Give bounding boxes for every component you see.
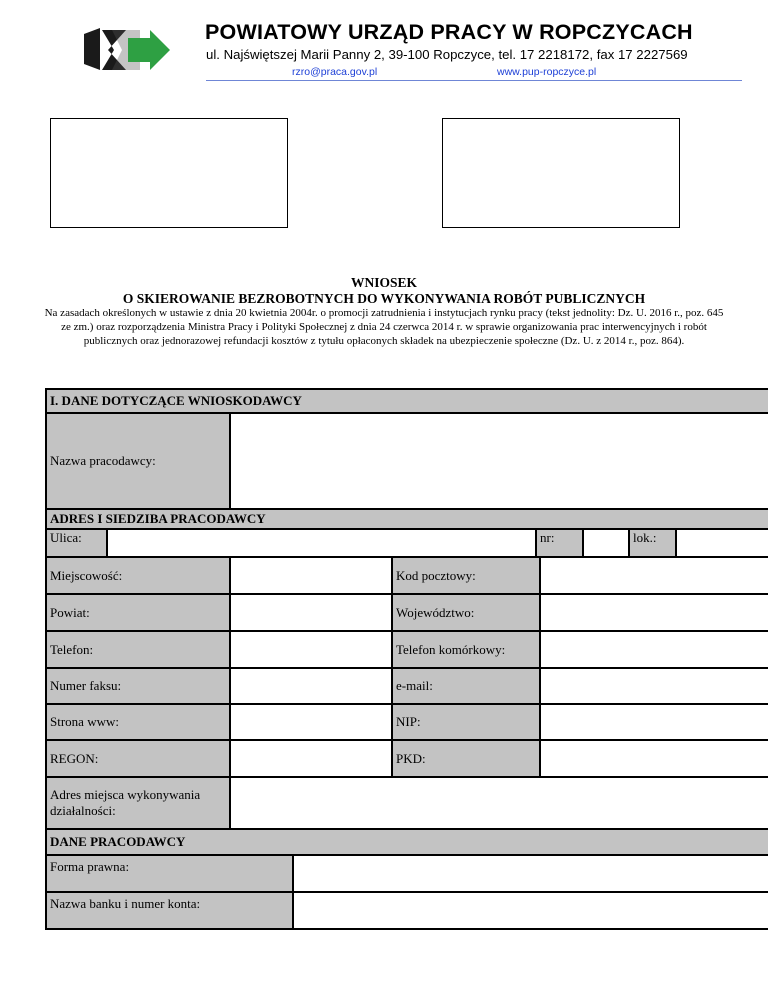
voivodeship-label-text: Województwo:: [396, 604, 475, 620]
postal-code-label: [392, 557, 540, 594]
street-field[interactable]: [107, 529, 536, 557]
county-label-text: Powiat:: [50, 604, 90, 620]
document-title: WNIOSEK: [350, 275, 418, 290]
section-address-header: [46, 509, 768, 529]
legal-form-label-text: Forma prawna:: [50, 859, 130, 874]
activity-address-label: [46, 777, 230, 829]
apartment-label: [629, 529, 676, 557]
email-field[interactable]: [540, 668, 768, 704]
nip-label: [392, 704, 540, 740]
bank-account-label-text: Nazwa banku i numer konta:: [50, 896, 201, 911]
phone-label-text: Telefon:: [50, 641, 94, 657]
apartment-field[interactable]: [676, 529, 768, 557]
employer-name-field[interactable]: [230, 413, 768, 509]
voivodeship-field[interactable]: [540, 594, 768, 631]
office-address: ul. Najświętszej Marii Panny 2, 39-100 Ropczyce, tel. 17 2218172, fax 17 2227569: [206, 47, 688, 62]
office-website-link[interactable]: www.pup-ropczyce.pl: [497, 66, 597, 78]
mobile-label: [392, 631, 540, 668]
mobile-field[interactable]: [540, 631, 768, 668]
county-label: [46, 594, 230, 631]
number-label: [536, 529, 583, 557]
section-employer-data-header: [46, 829, 768, 855]
pkd-field[interactable]: [540, 740, 768, 777]
phone-label: [46, 631, 230, 668]
fax-label-text: Numer faksu:: [50, 678, 122, 693]
city-field[interactable]: [230, 557, 392, 594]
www-label: [46, 704, 230, 740]
email-label-text: e-mail:: [396, 678, 433, 693]
section-address-title: ADRES I SIEDZIBA PRACODAWCY: [50, 511, 266, 526]
employer-name-label: [46, 413, 230, 509]
bank-account-field[interactable]: [293, 892, 768, 929]
phone-field[interactable]: [230, 631, 392, 668]
pup-logo-icon: [82, 24, 172, 76]
fax-field[interactable]: [230, 668, 392, 704]
number-field[interactable]: [583, 529, 629, 557]
application-form: [45, 388, 768, 930]
section-applicant-header: [46, 389, 768, 413]
apartment-label-text: lok.:: [633, 530, 657, 545]
activity-address-label-text: Adres miejsca wykonywania działalności:: [50, 787, 201, 818]
fax-label: [46, 668, 230, 704]
employer-name-label-text: Nazwa pracodawcy:: [50, 453, 156, 468]
stamp-box-left: [50, 118, 288, 228]
legal-basis-text: Na zasadach określonych w ustawie z dnia 20 kwietnia 2004r. o promocji zatrudnienia i instytucjach rynku pracy (tekst jednolity: Dz. U. 2016 r., poz. 645 ze zm.) oraz rozporządzenia Ministra Pracy i Polityki Społecznej z dnia 24 czerwca 2014 r. w sprawie organizowania prac interwencyjnych i robót publicznych oraz jednorazowej refundacji kosztów z tytułu opłaconych składek na ubezpieczenie społeczne (Dz. U. z 2014 r., poz. 864).: [44, 307, 724, 347]
pkd-label: [392, 740, 540, 777]
www-field[interactable]: [230, 704, 392, 740]
office-name: POWIATOWY URZĄD PRACY W ROPCZYCACH: [205, 20, 693, 44]
street-label: [46, 529, 107, 557]
nip-field[interactable]: [540, 704, 768, 740]
section-applicant-title: I. DANE DOTYCZĄCE WNIOSKODAWCY: [50, 393, 302, 408]
city-label-text: Miejscowość:: [50, 567, 123, 583]
postal-code-field[interactable]: [540, 557, 768, 594]
email-label: [392, 668, 540, 704]
legal-form-field[interactable]: [293, 855, 768, 892]
city-label: [46, 557, 230, 594]
nip-label-text: NIP:: [396, 714, 421, 729]
voivodeship-label: [392, 594, 540, 631]
bank-account-label: [46, 892, 293, 929]
section-employer-data-title: DANE PRACODAWCY: [50, 834, 186, 849]
office-email-link[interactable]: rzro@praca.gov.pl: [292, 66, 378, 78]
regon-field[interactable]: [230, 740, 392, 777]
mobile-label-text: Telefon komórkowy:: [396, 641, 506, 657]
activity-address-field[interactable]: [230, 777, 768, 829]
header-divider: [206, 80, 742, 81]
number-label-text: nr:: [540, 530, 555, 545]
street-label-text: Ulica:: [50, 530, 82, 545]
www-label-text: Strona www:: [50, 714, 119, 729]
regon-label: [46, 740, 230, 777]
legal-form-label: [46, 855, 293, 892]
stamp-box-right: [442, 118, 680, 228]
county-field[interactable]: [230, 594, 392, 631]
pkd-label-text: PKD:: [396, 750, 426, 766]
postal-code-label-text: Kod pocztowy:: [396, 567, 476, 583]
regon-label-text: REGON:: [50, 750, 99, 766]
document-subtitle: O SKIEROWANIE BEZROBOTNYCH DO WYKONYWANIA ROBÓT PUBLICZNYCH: [122, 291, 646, 306]
